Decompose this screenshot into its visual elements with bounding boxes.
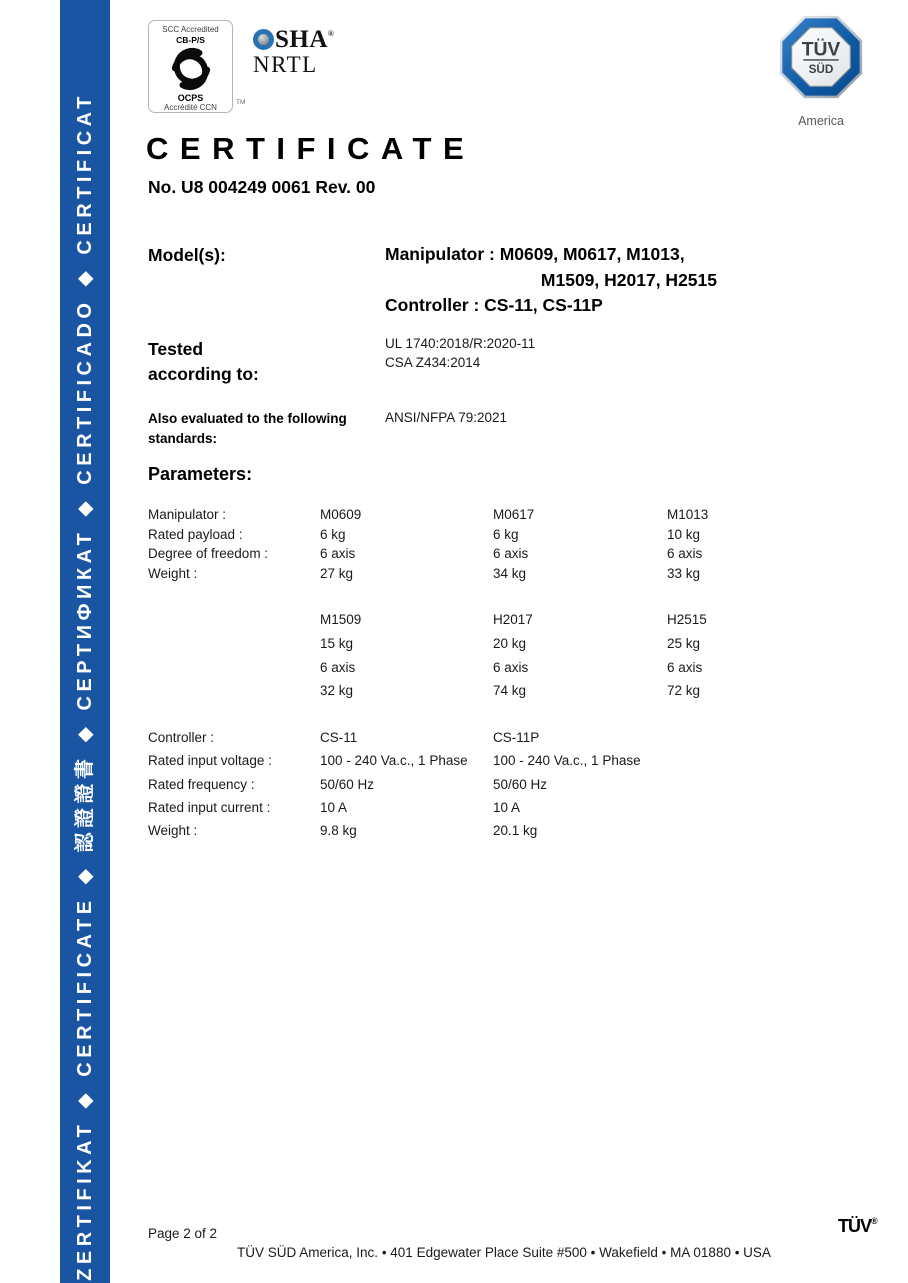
param-value: 20.1 kg [493, 823, 538, 839]
param-value: 20 kg [493, 635, 527, 651]
param-value: M1509 [320, 612, 362, 627]
param-label: Weight : [148, 566, 198, 582]
tested-standard-2: CSA Z434:2014 [385, 355, 481, 370]
tuv-sud-logo [779, 15, 863, 128]
osha-sha-text: SHA [275, 26, 328, 53]
also-evaluated-label [148, 409, 347, 449]
osha-registered-mark: ® [327, 29, 334, 38]
page-title: CERTIFICATE [146, 131, 476, 166]
param-label: Rated input current : [148, 799, 271, 815]
param-value: H2515 [667, 612, 707, 627]
param-value: 32 kg [320, 683, 354, 699]
param-value: 10 A [493, 799, 521, 815]
sidebar-vertical-text: ZERTIFIKAT ◆ CERTIFICATE ◆ 認證證書 ◆ СЕРТИФИКАТ ◆ CERTIFICADO ◆ CERTIFICAT [74, 92, 96, 1281]
param-value: M0617 [493, 507, 535, 522]
models-value [385, 242, 717, 319]
footer-tuv-registered: ® [871, 1216, 878, 1226]
controller-table [148, 726, 733, 842]
scc-accredited-label: SCC Accredited [162, 24, 219, 34]
param-value: 100 - 240 Va.c., 1 Phase [320, 753, 468, 769]
param-label: Rated payload : [148, 526, 243, 542]
also-evaluated-label-line1: Also evaluated to the following [148, 411, 347, 426]
models-line1: Manipulator : M0609, M0617, M1013, [385, 244, 685, 264]
tested-standard-1: UL 1740:2018/R:2020-11 [385, 336, 536, 351]
models-line3: Controller : CS-11, CS-11P [385, 295, 603, 315]
param-value: 6 axis [667, 659, 703, 675]
footer-tuv-text: TÜV [838, 1216, 871, 1236]
models-label: Model(s): [148, 245, 226, 265]
param-label: Weight : [148, 823, 198, 839]
scc-accredite-label: Accrédité CCN [164, 102, 217, 112]
certificate-number: No. U8 004249 0061 Rev. 00 [148, 177, 376, 197]
scc-ocps-label: OCPS [177, 92, 204, 103]
scc-swirl-icon [168, 46, 214, 92]
param-value: 50/60 Hz [320, 776, 375, 792]
param-value: 10 A [320, 799, 348, 815]
tuv-sud-octagon-icon [779, 15, 863, 99]
param-value: 6 kg [320, 526, 346, 542]
param-value: 6 axis [320, 659, 356, 675]
param-value: 100 - 240 Va.c., 1 Phase [493, 753, 641, 769]
param-value: 25 kg [667, 635, 701, 651]
param-label: Rated frequency : [148, 776, 255, 792]
param-value: 10 kg [667, 526, 701, 542]
param-label: Manipulator : [148, 507, 227, 522]
param-value: 9.8 kg [320, 823, 357, 839]
param-value: 74 kg [493, 683, 527, 699]
param-label [148, 679, 320, 703]
param-value: H2017 [493, 612, 533, 627]
footer-tuv-mark [838, 1216, 878, 1237]
osha-nrtl-text: NRTL [253, 52, 318, 77]
manipulator-table-2 [148, 608, 797, 703]
param-value: 6 axis [320, 546, 356, 562]
osha-o-icon [253, 29, 274, 50]
osha-nrtl-logo [253, 22, 334, 77]
param-value: M1013 [667, 507, 709, 522]
param-value: 6 axis [493, 546, 529, 562]
param-label: Controller : [148, 730, 215, 745]
tuv-logo-caption: America [798, 114, 844, 128]
param-label [148, 632, 320, 656]
tested-label-line1: Tested [148, 339, 204, 359]
sidebar-band [60, 0, 110, 1283]
param-value: 15 kg [320, 635, 354, 651]
param-value: M0609 [320, 507, 362, 522]
param-value: CS-11P [493, 730, 540, 745]
param-value: CS-11 [320, 730, 358, 745]
param-label: Degree of freedom : [148, 546, 269, 562]
param-value: 27 kg [320, 566, 354, 582]
tested-standards [385, 334, 535, 372]
param-value: 6 kg [493, 526, 519, 542]
param-label: Rated input voltage : [148, 753, 272, 769]
manipulator-table-1 [148, 505, 797, 584]
tuv-logo-tuv-text: TÜV [801, 39, 841, 61]
param-value: 6 axis [667, 546, 703, 562]
also-evaluated-standard: ANSI/NFPA 79:2021 [385, 410, 508, 425]
param-label [148, 656, 320, 680]
models-line2: M1509, H2017, H2515 [540, 269, 717, 290]
param-label [148, 608, 320, 632]
param-value: 34 kg [493, 566, 527, 582]
company-address: TÜV SÜD America, Inc. • 401 Edgewater Place Suite #500 • Wakefield • MA 01880 • USA [237, 1245, 771, 1260]
tested-according-label [148, 337, 259, 387]
tuv-logo-sud-text: SÜD [808, 62, 834, 76]
scc-trademark-mark: TM [236, 99, 246, 106]
osha-wordmark [253, 22, 334, 52]
scc-cbps-label: CB-P/S [176, 34, 205, 45]
also-evaluated-label-line2: standards: [148, 431, 218, 446]
parameters-heading: Parameters: [148, 464, 253, 484]
param-value: 6 axis [493, 659, 529, 675]
page-number: Page 2 of 2 [148, 1226, 218, 1241]
param-value: 72 kg [667, 683, 701, 699]
scc-accreditation-logo [148, 20, 233, 113]
tested-label-line2: according to: [148, 364, 259, 384]
param-value: 50/60 Hz [493, 776, 548, 792]
param-value: 33 kg [667, 566, 701, 582]
